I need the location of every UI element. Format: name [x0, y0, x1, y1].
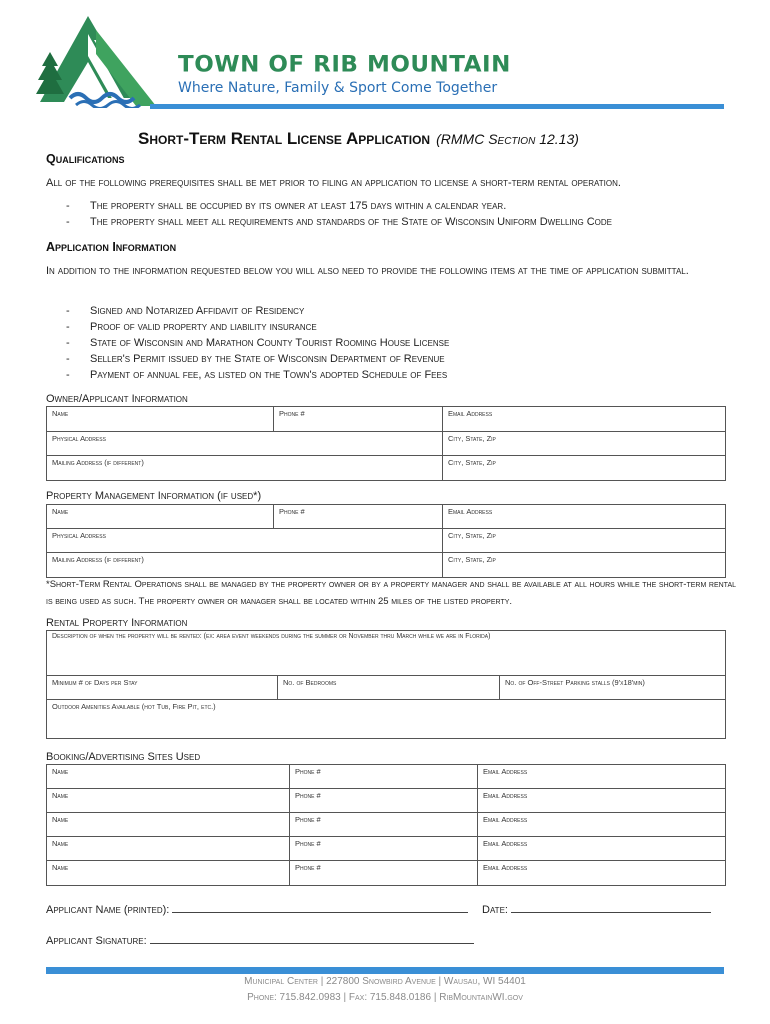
application-info-heading: Application Information [46, 240, 177, 254]
table-row [47, 553, 725, 577]
table-row [47, 861, 725, 885]
list-item: - Proof of valid property and liability insurance [66, 319, 449, 335]
owner-name-field[interactable]: Name [47, 407, 274, 431]
town-name: TOWN OF RIB MOUNTAIN [178, 52, 511, 78]
manager-email-field[interactable]: Email Address [448, 507, 493, 516]
manager-mailing-city-field[interactable]: City, State, Zip [448, 555, 496, 564]
application-info-intro: In addition to the information requested below you will also need to provide the following items at the time of application submittal. [46, 265, 689, 277]
management-section-label: Property Management Information (if used*) [46, 490, 262, 502]
booking-email-field[interactable]: Email Address [483, 863, 528, 872]
booking-phone-field[interactable]: Phone # [290, 861, 478, 885]
booking-name-field[interactable]: Name [47, 789, 290, 812]
parking-field[interactable]: No. of Off-Street Parking stalls (9'x18'min) [505, 678, 645, 687]
table-row [47, 813, 725, 837]
header-divider [150, 104, 724, 109]
town-tagline: Where Nature, Family & Sport Come Together [178, 80, 498, 96]
application-items-list [66, 303, 449, 383]
booking-section-label: Booking/Advertising Sites Used [46, 751, 201, 763]
applicant-signature-input[interactable] [150, 933, 474, 944]
booking-email-field[interactable]: Email Address [483, 815, 528, 824]
owner-mailing-city-field[interactable]: City, State, Zip [448, 458, 496, 467]
list-item: - Seller's Permit issued by the State of Wisconsin Department of Revenue [66, 351, 449, 367]
table-row [47, 789, 725, 813]
town-logo [36, 10, 166, 108]
list-item: - The property shall be occupied by its owner at least 175 days within a calendar year. [66, 198, 612, 214]
applicant-signature-line [46, 933, 474, 947]
rental-description-field[interactable]: Description of when the property will be rented: (ex: area event weekends during the summer or November thru March while we are in Florida) [52, 633, 491, 640]
owner-form [46, 406, 726, 481]
list-item: - Payment of annual fee, as listed on the Town's adopted Schedule of Fees [66, 367, 449, 383]
applicant-name-line [46, 902, 468, 916]
owner-phone-field[interactable]: Phone # [274, 407, 443, 431]
manager-physical-address-field[interactable]: Physical Address [47, 529, 443, 552]
list-item: - State of Wisconsin and Marathon County Tourist Rooming House License [66, 335, 449, 351]
table-row [47, 700, 725, 738]
date-label: Date: [482, 904, 508, 916]
booking-email-field[interactable]: Email Address [483, 767, 528, 776]
list-item: - Signed and Notarized Affidavit of Residency [66, 303, 449, 319]
booking-name-field[interactable]: Name [47, 813, 290, 836]
date-line [482, 902, 711, 916]
owner-city-field[interactable]: City, State, Zip [448, 434, 496, 443]
list-item: - The property shall meet all requirements and standards of the State of Wisconsin Uniform Dwelling Code [66, 214, 612, 230]
applicant-name-input[interactable] [172, 902, 468, 913]
title-main: Short-Term Rental License Application [138, 129, 431, 148]
table-row [47, 432, 725, 456]
applicant-name-label: Applicant Name (printed): [46, 904, 170, 916]
booking-name-field[interactable]: Name [47, 861, 290, 885]
booking-name-field[interactable]: Name [47, 765, 290, 788]
amenities-field[interactable]: Outdoor Amenities Available (hot Tub, Fire Pit, etc.) [52, 702, 216, 711]
table-row [47, 676, 725, 700]
booking-name-field[interactable]: Name [47, 837, 290, 860]
booking-phone-field[interactable]: Phone # [290, 789, 478, 812]
booking-email-field[interactable]: Email Address [483, 791, 528, 800]
footer-divider [46, 967, 724, 974]
manager-phone-field[interactable]: Phone # [274, 505, 443, 528]
rental-form [46, 630, 726, 739]
owner-section-label: Owner/Applicant Information [46, 393, 188, 405]
applicant-signature-label: Applicant Signature: [46, 935, 147, 947]
owner-mailing-address-field[interactable]: Mailing Address (if different) [47, 456, 443, 480]
table-row [47, 456, 725, 480]
table-row [47, 505, 725, 529]
table-row [47, 407, 725, 432]
table-row [47, 765, 725, 789]
rental-section-label: Rental Property Information [46, 617, 188, 629]
manager-name-field[interactable]: Name [47, 505, 274, 528]
qualifications-intro: All of the following prerequisites shall be met prior to filing an application to license a short-term rental operation. [46, 177, 621, 189]
footer-contact: Phone: 715.842.0983 | Fax: 715.848.0186 | RibMountainWI.gov [247, 992, 523, 1003]
bedrooms-field[interactable]: No. of Bedrooms [278, 676, 500, 699]
date-input[interactable] [511, 902, 711, 913]
owner-email-field[interactable]: Email Address [448, 409, 493, 418]
management-form [46, 504, 726, 578]
booking-phone-field[interactable]: Phone # [290, 813, 478, 836]
owner-physical-address-field[interactable]: Physical Address [47, 432, 443, 455]
title-reference: (RMMC Section 12.13) [436, 131, 579, 147]
footer-address: Municipal Center | 227800 Snowbird Avenue | Wausau, WI 54401 [244, 976, 526, 987]
booking-email-field[interactable]: Email Address [483, 839, 528, 848]
booking-phone-field[interactable]: Phone # [290, 765, 478, 788]
management-note: *Short-Term Rental Operations shall be managed by the property owner or by a property manager and shall be available at all hours while the short-term rental is being used as such. The property owner or manager shall be located within 25 miles of the listed property. [46, 579, 737, 607]
table-row [47, 837, 725, 861]
manager-city-field[interactable]: City, State, Zip [448, 531, 496, 540]
min-days-field[interactable]: Minimum # of Days per Stay [47, 676, 278, 699]
table-row [47, 529, 725, 553]
table-row [47, 631, 725, 676]
booking-phone-field[interactable]: Phone # [290, 837, 478, 860]
booking-form [46, 764, 726, 886]
page-title [138, 129, 579, 149]
manager-mailing-address-field[interactable]: Mailing Address (if different) [47, 553, 443, 577]
qualifications-heading: Qualifications [46, 152, 125, 166]
qualifications-list [66, 198, 612, 230]
